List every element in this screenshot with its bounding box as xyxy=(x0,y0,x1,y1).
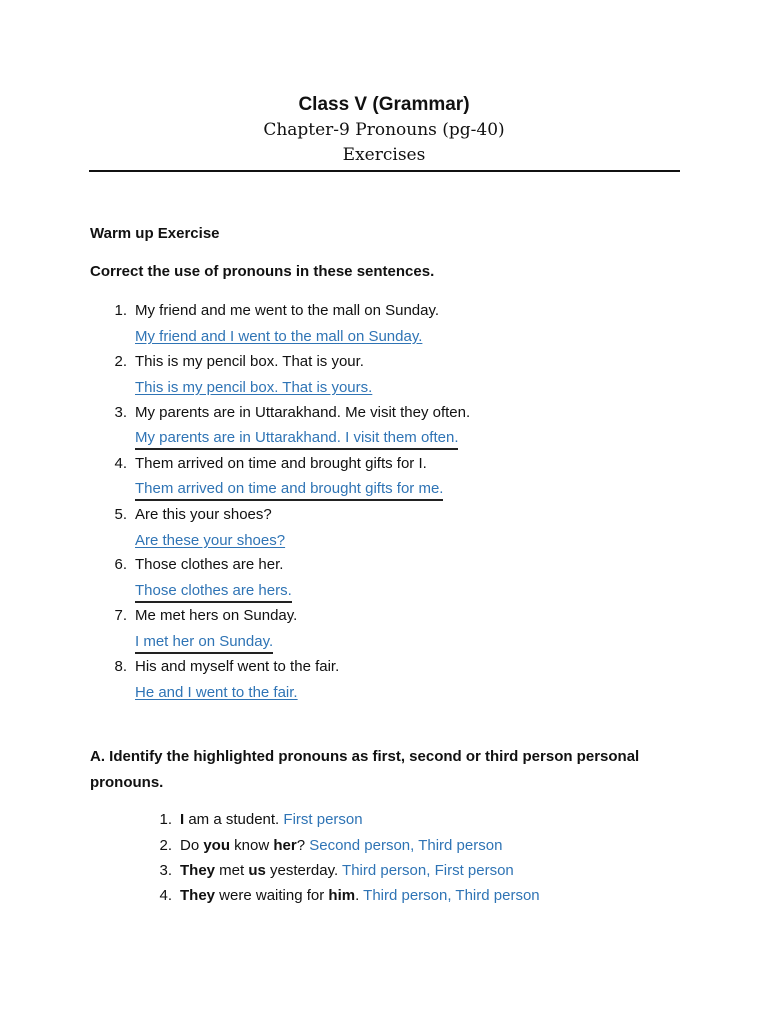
warmup-item-answer: He and I went to the fair. xyxy=(135,684,298,701)
warmup-item-number: 5. xyxy=(114,506,127,523)
warmup-item-number: 7. xyxy=(114,607,127,624)
section-a-answer: Second person, Third person xyxy=(309,837,503,854)
sentence-text: yesterday. xyxy=(265,862,343,879)
warmup-item-question: My parents are in Uttarakhand. Me visit they often. xyxy=(135,404,471,421)
section-a-answer: Third person, Third person xyxy=(363,887,540,904)
warmup-item-answer: Are these your shoes? xyxy=(135,532,286,549)
warmup-item-answer: This is my pencil box. That is yours. xyxy=(135,379,373,396)
title-divider xyxy=(89,170,680,172)
pronoun-highlight: him xyxy=(328,887,356,904)
warmup-item-answer: My friend and I went to the mall on Sunday. xyxy=(135,328,423,345)
pronoun-highlight: you xyxy=(203,837,231,854)
warmup-heading: Warm up Exercise xyxy=(90,225,220,242)
sentence-text: were waiting for xyxy=(215,887,329,904)
warmup-item-answer: Them arrived on time and brought gifts for me. xyxy=(135,479,443,501)
warmup-item-question: Me met hers on Sunday. xyxy=(135,607,298,624)
chapter-title: Chapter-9 Pronouns (pg-40) xyxy=(263,120,505,140)
warmup-item-number: 6. xyxy=(114,556,127,573)
warmup-item-number: 3. xyxy=(114,404,127,421)
warmup-item-answer: I met her on Sunday. xyxy=(135,632,273,654)
warmup-item-question: Are this your shoes? xyxy=(135,506,272,523)
sentence-text: Do xyxy=(180,837,204,854)
pronoun-highlight: us xyxy=(248,862,266,879)
sentence-text: . xyxy=(355,887,364,904)
section-a-item-number: 2. xyxy=(159,837,172,854)
section-a-answer: Third person, First person xyxy=(342,862,514,879)
warmup-item-number: 2. xyxy=(114,353,127,370)
warmup-item-question: This is my pencil box. That is your. xyxy=(135,353,364,370)
pronoun-highlight: I xyxy=(180,811,185,828)
sentence-text: know xyxy=(230,837,274,854)
pronoun-highlight: her xyxy=(273,837,297,854)
sentence-text: met xyxy=(215,862,249,879)
page-title: Class V (Grammar) xyxy=(298,94,470,115)
exercises-subtitle: Exercises xyxy=(342,145,426,165)
section-a-item-number: 1. xyxy=(159,811,172,828)
warmup-item-question: My friend and me went to the mall on Sunday. xyxy=(135,302,440,319)
warmup-item-number: 1. xyxy=(114,302,127,319)
section-a-answer: First person xyxy=(283,811,363,828)
section-a-item-number: 3. xyxy=(159,862,172,879)
warmup-item-question: Them arrived on time and brought gifts for I. xyxy=(135,455,427,472)
pronoun-highlight: They xyxy=(180,887,216,904)
section-a-item xyxy=(180,836,502,856)
warmup-item-answer: Those clothes are hers. xyxy=(135,581,292,603)
section-a-item xyxy=(180,861,514,881)
warmup-instruction: Correct the use of pronouns in these sentences. xyxy=(90,263,435,280)
warmup-item-question: His and myself went to the fair. xyxy=(135,658,340,675)
warmup-item-question: Those clothes are her. xyxy=(135,556,284,573)
warmup-item-number: 4. xyxy=(114,455,127,472)
pronoun-highlight: They xyxy=(180,862,216,879)
warmup-item-number: 8. xyxy=(114,658,127,675)
sentence-text: ? xyxy=(296,837,310,854)
section-a-heading: A. Identify the highlighted pronouns as first, second or third person personal pronouns. xyxy=(90,748,640,791)
warmup-item-answer: My parents are in Uttarakhand. I visit them often. xyxy=(135,428,458,450)
section-a-item-number: 4. xyxy=(159,887,172,904)
section-a-item xyxy=(180,810,363,830)
section-a-item xyxy=(180,886,540,906)
sentence-text: am a student. xyxy=(184,811,284,828)
